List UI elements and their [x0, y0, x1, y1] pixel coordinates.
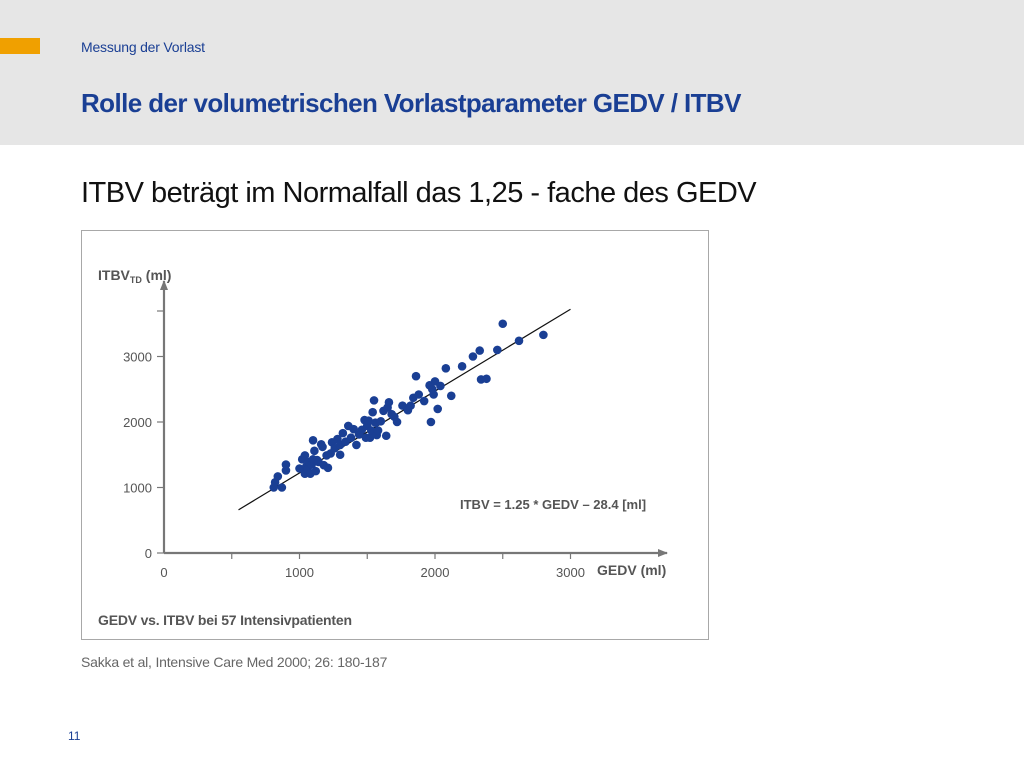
page-number: 11 [68, 729, 81, 743]
data-point [447, 392, 456, 401]
data-point [420, 397, 429, 406]
data-point [374, 426, 383, 435]
data-point [539, 331, 548, 340]
data-point [352, 441, 361, 450]
scatter-chart [82, 231, 708, 639]
x-axis-label: GEDV (ml) [597, 562, 667, 578]
source-citation: Sakka et al, Intensive Care Med 2000; 26: 180-187 [81, 654, 388, 670]
data-point [311, 467, 320, 476]
data-point [475, 346, 484, 355]
data-point [433, 405, 442, 414]
data-point [429, 390, 438, 399]
y-tick-label: 1000 [123, 480, 152, 496]
figure-caption: GEDV vs. ITBV bei 57 Intensivpatienten [98, 612, 352, 628]
data-point [515, 336, 524, 345]
x-tick-label: 0 [160, 565, 168, 580]
data-point [393, 418, 402, 427]
data-point [368, 408, 377, 417]
data-point [310, 447, 319, 456]
data-point [377, 417, 386, 426]
y-axis-label: $ITBV_{TD}$ (ml) [98, 267, 172, 285]
data-point [412, 372, 421, 381]
data-point [347, 433, 356, 442]
data-point [427, 418, 436, 427]
data-point [458, 362, 467, 371]
data-point [324, 464, 333, 473]
data-point [318, 443, 327, 452]
regression-equation: ITBV = 1.25 * GEDV – 28.4 [ml] [460, 497, 647, 512]
data-point [339, 429, 348, 438]
data-point [469, 352, 478, 361]
y-tick-label: 3000 [123, 349, 152, 365]
y-tick-label: 2000 [123, 415, 152, 430]
figure-frame [81, 230, 709, 640]
slide-header [0, 0, 1024, 145]
data-point [278, 483, 287, 492]
slide-title: Rolle der volumetrischen Vorlastparameter GEDV / ITBV [81, 88, 741, 118]
x-tick-label: 3000 [556, 565, 585, 580]
data-point [442, 364, 451, 373]
data-point [498, 319, 507, 328]
data-point [274, 472, 283, 481]
section-title: Messung der Vorlast [81, 39, 205, 55]
data-point [309, 436, 318, 445]
y-tick-label: 0 [144, 546, 152, 561]
data-point [436, 382, 445, 391]
data-point [370, 396, 379, 405]
data-point [282, 460, 291, 469]
data-point [406, 401, 415, 410]
data-point [336, 450, 345, 459]
accent-bar [0, 38, 40, 54]
data-point [382, 431, 391, 440]
data-point [385, 398, 394, 407]
data-point [482, 374, 491, 383]
x-tick-label: 2000 [420, 565, 450, 580]
x-tick-label: 1000 [285, 565, 314, 580]
data-point [493, 346, 502, 355]
headline: ITBV beträgt im Normalfall das 1,25 - fache des GEDV [81, 177, 757, 209]
